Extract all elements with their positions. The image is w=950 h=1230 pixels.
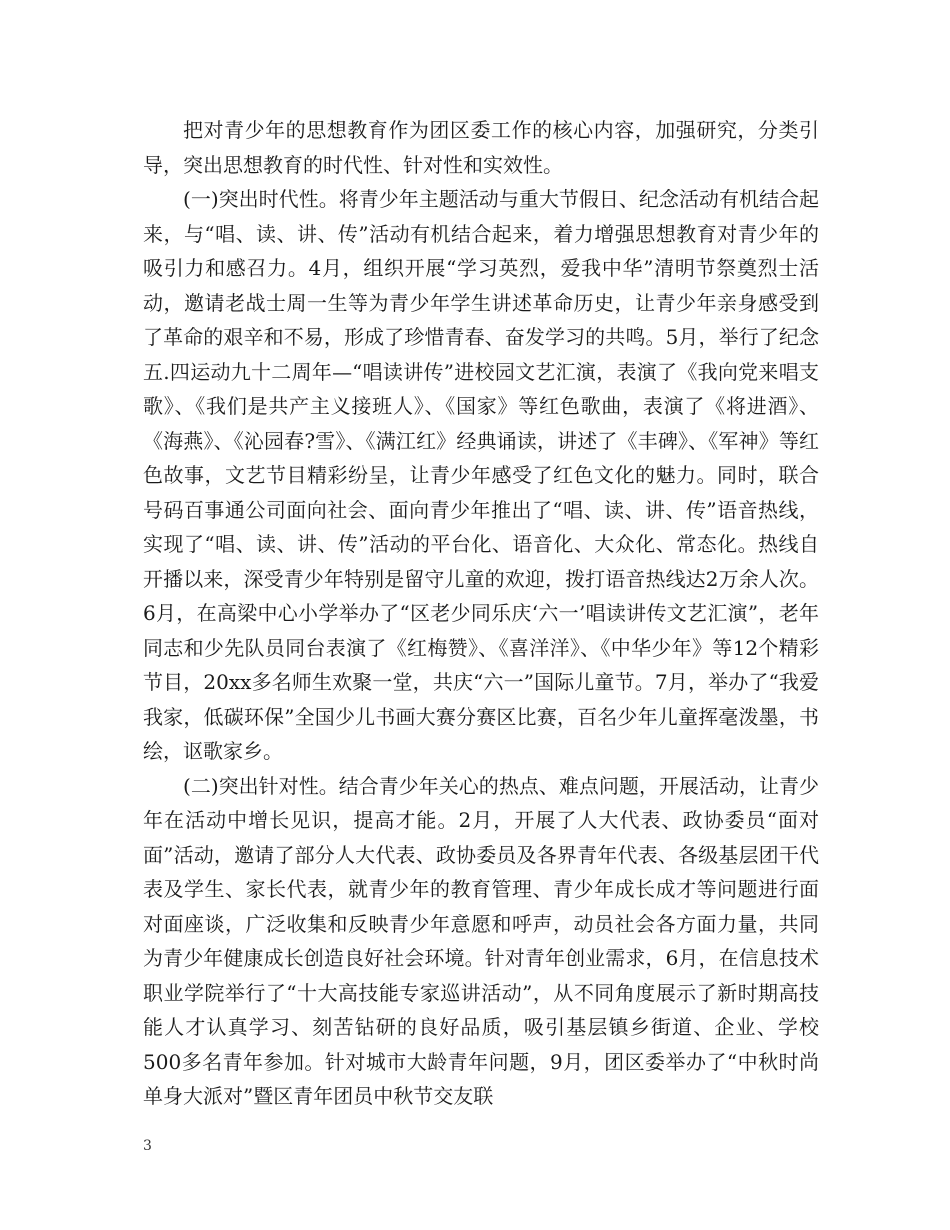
paragraph-intro: 把对青少年的思想教育作为团区委工作的核心内容，加强研究，分类引导，突出思想教育的时代性、针对性和实效性。 [143, 118, 819, 177]
page-number: 3 [143, 1138, 152, 1154]
paragraph-timeliness: (一)突出时代性。将青少年主题活动与重大节假日、纪念活动有机结合起来，与“唱、读、讲、传”活动有机结合起来，着力增强思想教育对青少年的吸引力和感召力。4月，组织开展“学习英烈，爱我中华”清明节祭奠烈士活动，邀请老战士周一生等为青少年学生讲述革命历史，让青少年亲身感受到了革命的艰辛和不易，形成了珍惜青春、奋发学习的共鸣。5月，举行了纪念五.四运动九十二周年—“唱读讲传”进校园文艺汇演，表演了《我向党来唱支歌》、《我们是共产主义接班人》、《国家》等红色歌曲，表演了《将进酒》、《海燕》、《沁园春?雪》、《满江红》经典诵读，讲述了《丰碑》、《军神》等红色故事，文艺节目精彩纷呈，让青少年感受了红色文化的魅力。同时，联合号码百事通公司面向社会、面向青少年推出了“唱、读、讲、传”语音热线，实现了“唱、读、讲、传”活动的平台化、语音化、大众化、常态化。热线自开播以来，深受青少年特别是留守儿童的欢迎，拨打语音热线达2万余人次。6月，在高梁中心小学举办了“区老少同乐庆‘六一’唱读讲传文艺汇演”，老年同志和少先队员同台表演了《红梅赞》、《喜洋洋》、《中华少年》等12个精彩节目，20xx多名师生欢聚一堂，共庆“六一”国际儿童节。7月，举办了“我爱我家，低碳环保”全国少儿书画大赛分赛区比赛，百名少年儿童挥毫泼墨，书绘，讴歌家乡。 [143, 187, 819, 763]
paragraph-pertinence: (二)突出针对性。结合青少年关心的热点、难点问题，开展活动，让青少年在活动中增长见识，提高才能。2月，开展了人大代表、政协委员“面对面”活动，邀请了部分人大代表、政协委员及各界青年代表、各级基层团干代表及学生、家长代表，就青少年的教育管理、青少年成长成才等问题进行面对面座谈，广泛收集和反映青少年意愿和呼声，动员社会各方面力量，共同为青少年健康成长创造良好社会环境。针对青年创业需求，6月，在信息技术职业学院举行了“十大高技能专家巡讲活动”，从不同角度展示了新时期高技能人才认真学习、刻苦钻研的良好品质，吸引基层镇乡街道、企业、学校500多名青年参加。针对城市大龄青年问题，9月，团区委举办了“中秋时尚单身大派对”暨区青年团员中秋节交友联 [143, 773, 819, 1108]
document-body [143, 113, 819, 1114]
